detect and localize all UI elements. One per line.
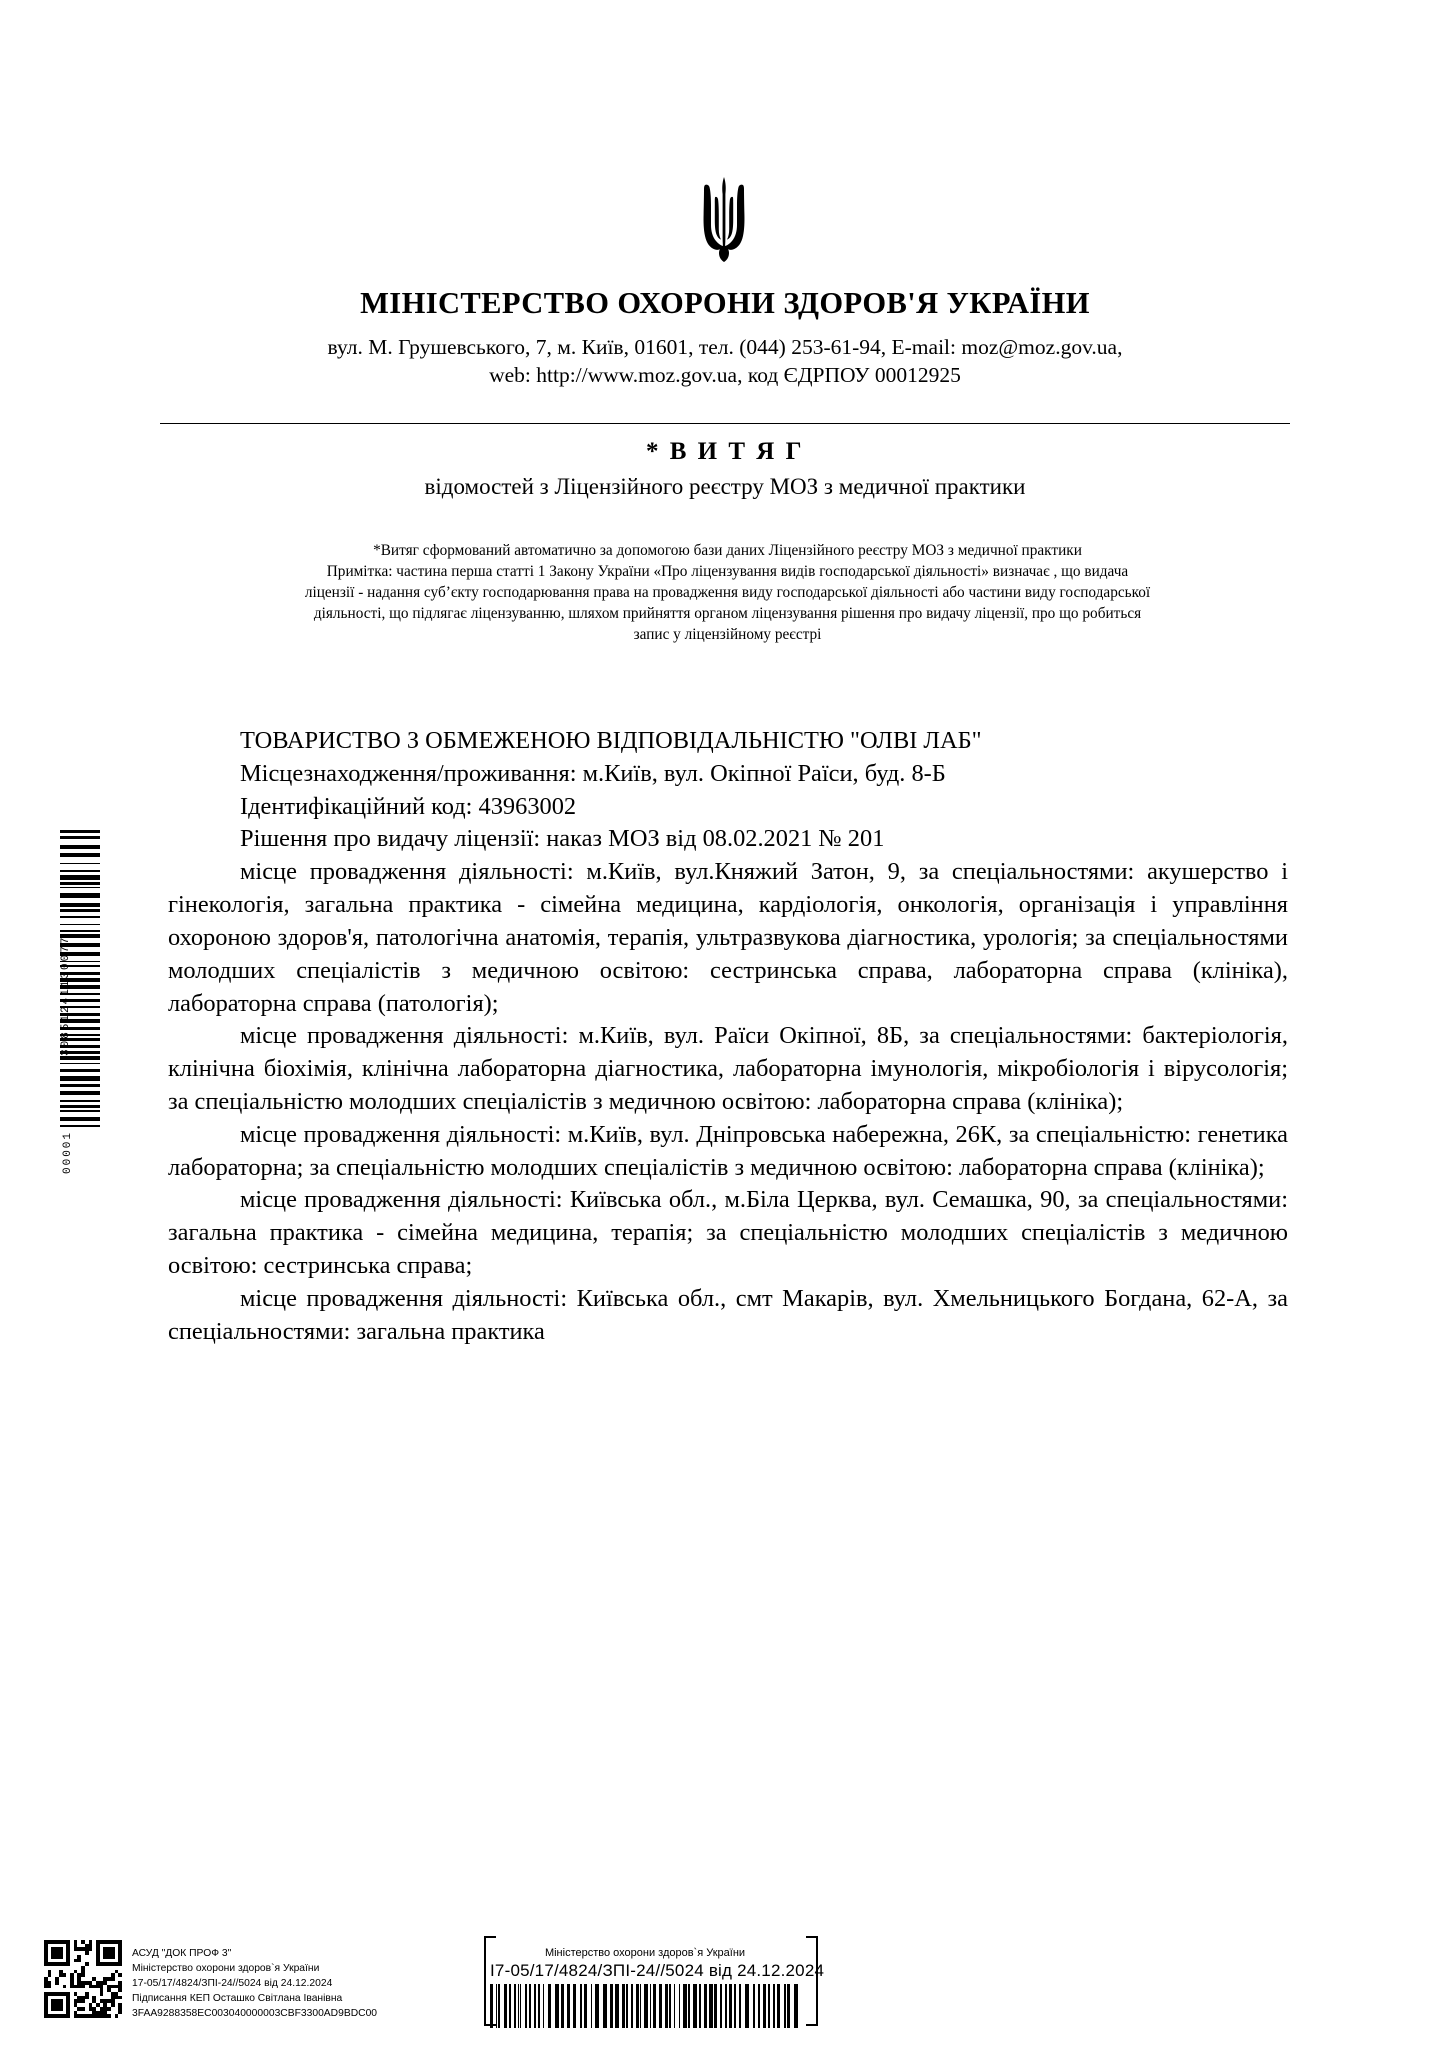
activity-place-4: місце провадження діяльності: Київська обл., м.Біла Церква, вул. Семашка, 90, за спеціальностями: загальна практика - сімейна медицина, терапія; за спеціальністю молодших спеціалістів з медичною освітою: сестринська справа; [168,1186,1288,1279]
note-line-2: Примітка: частина перша статті 1 Закону України «Про ліцензування видів господарської діяльності» визначає , що видача [326,563,1129,581]
signature-line-1: АСУД "ДОК ПРОФ 3" [132,1948,232,1960]
header-divider [160,423,1290,424]
ministry-address [150,333,1300,390]
activity-place-3: місце провадження діяльності: м.Київ, вул. Дніпровська набережна, 26К, за спеціальністю: генетика лабораторна; за спеціальністю молодших спеціалістів з медичною освітою: лабораторна справа (клініка); [168,1120,1288,1181]
entity-location: Місцезнаходження/проживання: м.Київ, вул. Окіпної Раїси, буд. 8-Б [240,759,946,787]
side-barcode-bottom-text: 00001 [62,1130,74,1174]
signature-info [132,1947,462,2022]
extract-title-block [150,438,1300,500]
document-body [168,725,1288,1348]
activity-place-5: місце провадження діяльності: Київська обл., смт Макарів, вул. Хмельницького Богдана, 62-А, за спеціальностями: загальна практика [168,1284,1288,1345]
ukraine-trident-emblem-icon [693,175,755,263]
note-line-4: діяльності, що підлягає ліцензуванню, шляхом прийняття органом ліцензування рішення про видачу ліцензії, про що робиться [313,605,1142,623]
signature-line-2: Міністерство охорони здоров`я України [132,1963,320,1975]
side-barcode [38,830,100,1174]
stamp-bracket-right [806,1936,818,2026]
extract-subtitle: відомостей з Ліцензійного реєстру МОЗ з медичної практики [424,474,1026,499]
extract-note [185,540,1270,646]
signature-line-4: Підписання КЕП Осташко Світлана Іванівна [132,1993,343,2005]
activity-place-2: місце провадження діяльності: м.Київ, вул. Раїси Окіпної, 8Б, за спеціальностями: бактеріологія, клінічна біохімія, клінічна лабораторна діагностика, лабораторна імунологія, мікробіологія і вірусологія; за спеціальністю молодших спеціалістів з медичною освітою: лабораторна справа (клініка); [168,1022,1288,1115]
signature-line-5: 3FAA9288358EC003040000003CBF3300AD9BDC00 [132,2008,378,2020]
stamp-organization: Міністерство охорони здоров`я України [544,1947,746,1959]
registration-stamp [490,1947,825,2028]
note-line-5: запис у ліцензійному реєстрі [633,626,822,644]
emblem-container [0,175,1448,268]
entity-name: ТОВАРИСТВО З ОБМЕЖЕНОЮ ВІДПОВІДАЛЬНІСТЮ "ОЛВІ ЛАБ" [240,727,982,754]
license-decision: Рішення про видачу ліцензії: наказ МОЗ від 08.02.2021 № 201 [240,825,885,853]
note-line-3: ліцензії - надання суб’єкту господарювання права на провадження виду господарської діяльності або частини виду господарської [304,584,1151,602]
ministry-address-line-2: web: http://www.moz.gov.ua, код ЄДРПОУ 00012925 [489,363,961,388]
stamp-barcode [490,1984,800,2028]
entity-identification-code: Ідентифікаційний код: 43963002 [240,792,577,820]
qr-code-icon [44,1940,122,2018]
side-barcode-top-text: 30851241130077 [60,935,72,1056]
note-line-1: *Витяг сформований автоматично за допомогою бази даних Ліцензійного реєстру МОЗ з медичної практики [373,542,1082,559]
ministry-address-line-1: вул. М. Грушевського, 7, м. Київ, 01601, тел. (044) 253-61-94, E-mail: moz@moz.gov.ua, [327,334,1123,359]
activity-place-1: місце провадження діяльності: м.Київ, вул.Княжий Затон, 9, за спеціальностями: акушерство і гінекологія, загальна практика - сімейна медицина, кардіологія, онкологія, організація і управління охороною здоров'я, патологічна анатомія, терапія, ультразвукова діагностика, урологія; за спеціальностями молодших спеціалістів з медичною освітою: сестринська справа, лабораторна справа (клініка), лабораторна справа (патологія); [168,858,1288,1017]
signature-line-3: 17-05/17/4824/ЗПІ-24//5024 від 24.12.2024 [132,1978,333,1990]
extract-title: * В И Т Я Г [645,438,804,465]
document-footer [0,1908,1448,2048]
ministry-title: МІНІСТЕРСТВО ОХОРОНИ ЗДОРОВ'Я УКРАЇНИ [360,286,1090,320]
stamp-number: I7-05/17/4824/ЗПІ-24//5024 від 24.12.2024 [490,1961,825,1980]
document-header [150,285,1300,390]
